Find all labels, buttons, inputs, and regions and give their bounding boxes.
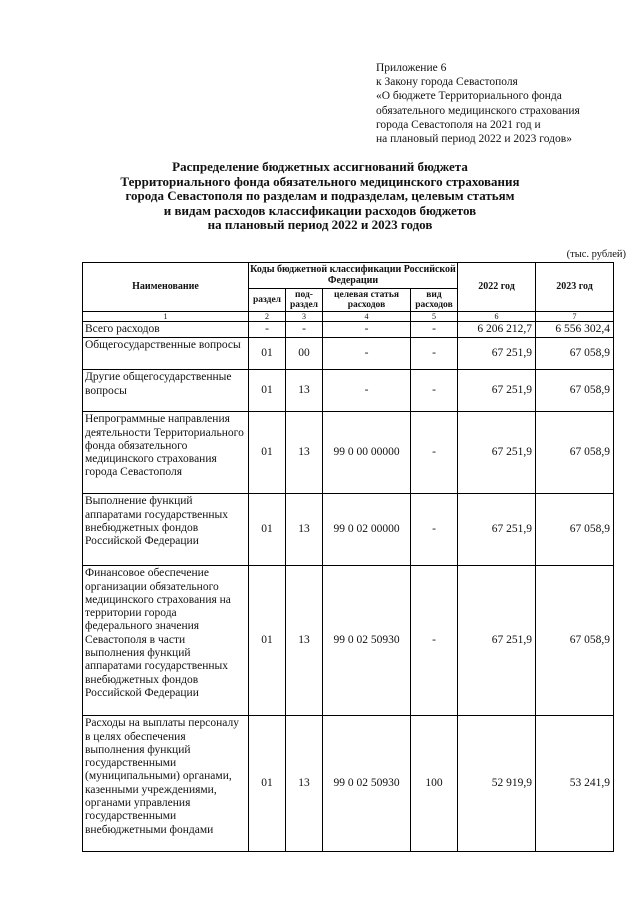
col-number: 6: [458, 312, 536, 322]
row-2022: 67 251,9: [458, 566, 536, 716]
appendix-note: [376, 61, 626, 146]
header-codes: Коды бюджетной классификации Российской Федерации: [249, 263, 458, 289]
row-2022: 6 206 212,7: [458, 322, 536, 338]
row-target: -: [323, 370, 411, 412]
row-target: 99 0 02 50930: [323, 566, 411, 716]
title-line: Территориального фонда обязательного медицинского страхования: [120, 173, 520, 189]
appendix-line: Приложение 6: [376, 62, 447, 74]
table-row: [83, 370, 614, 412]
header-target: целевая статья расходов: [323, 289, 411, 312]
row-target: -: [323, 322, 411, 338]
header-2022: 2022 год: [458, 263, 536, 312]
col-number: 1: [83, 312, 249, 322]
header-type: вид расходов: [411, 289, 458, 312]
row-2022: 67 251,9: [458, 370, 536, 412]
row-name: Финансовое обеспечение организации обязательного медицинского страхования на территории города федерального значения Севастополя в части выполнения функций аппаратами государственных внебюджетных фондов Российской Федерации: [83, 566, 249, 716]
header-2023: 2023 год: [536, 263, 614, 312]
table-row: [83, 338, 614, 370]
row-type: -: [411, 412, 458, 494]
col-number: 7: [536, 312, 614, 322]
budget-table: [82, 262, 614, 852]
table-row: [83, 494, 614, 566]
appendix-line: города Севастополя на 2021 год и: [376, 118, 541, 131]
row-subsection: 13: [286, 716, 323, 852]
row-target: 99 0 02 50930: [323, 716, 411, 852]
row-section: 01: [249, 412, 286, 494]
row-name: Непрограммные направления деятельности Территориального фонда обязательного медицинского страхования города Севастополя: [83, 412, 249, 494]
row-section: 01: [249, 716, 286, 852]
row-2023: 67 058,9: [536, 566, 614, 716]
table-row: [83, 716, 614, 852]
header-section: раздел: [249, 289, 286, 312]
appendix-line: на плановый период 2022 и 2023 годов»: [376, 133, 572, 146]
row-2023: 67 058,9: [536, 494, 614, 566]
row-section: 01: [249, 338, 286, 370]
row-name: Другие общегосударственные вопросы: [83, 370, 249, 412]
row-2023: 6 556 302,4: [536, 322, 614, 338]
col-number: 4: [323, 312, 411, 322]
units-note: (тыс. рублей): [566, 249, 626, 260]
row-section: 01: [249, 370, 286, 412]
title-line: и видам расходов классификации расходов бюджетов: [163, 202, 477, 218]
row-type: -: [411, 370, 458, 412]
header-name: Наименование: [83, 263, 249, 312]
row-name: Выполнение функций аппаратами государственных внебюджетных фондов Российской Федерации: [83, 494, 249, 566]
document-title: [100, 160, 540, 233]
row-section: 01: [249, 566, 286, 716]
row-2023: 67 058,9: [536, 370, 614, 412]
row-subsection: 13: [286, 412, 323, 494]
table-row: [83, 566, 614, 716]
row-type: -: [411, 494, 458, 566]
row-2022: 67 251,9: [458, 494, 536, 566]
row-subsection: -: [286, 322, 323, 338]
col-number: 2: [249, 312, 286, 322]
row-type: 100: [411, 716, 458, 852]
row-2023: 67 058,9: [536, 338, 614, 370]
appendix-line: к Закону города Севастополя: [376, 76, 518, 89]
appendix-line: обязательного медицинского страхования: [376, 104, 580, 117]
row-section: 01: [249, 494, 286, 566]
row-type: -: [411, 322, 458, 338]
row-2022: 52 919,9: [458, 716, 536, 852]
row-name: Расходы на выплаты персоналу в целях обеспечения выполнения функций государственными (муниципальными) органами, казенными учреждениями, органами управления государственными внебюджетными фондами: [83, 716, 249, 852]
appendix-line: «О бюджете Территориального фонда: [376, 90, 562, 103]
row-target: -: [323, 338, 411, 370]
row-type: -: [411, 338, 458, 370]
row-subsection: 13: [286, 370, 323, 412]
row-subsection: 00: [286, 338, 323, 370]
row-section: -: [249, 322, 286, 338]
row-2023: 53 241,9: [536, 716, 614, 852]
row-type: -: [411, 566, 458, 716]
table-row: [83, 412, 614, 494]
table-row: [83, 322, 614, 338]
row-2023: 67 058,9: [536, 412, 614, 494]
title-line: города Севастополя по разделам и подразделам, целевым статьям: [125, 188, 515, 204]
header-subsection: под-раздел: [286, 289, 323, 312]
title-line: Распределение бюджетных ассигнований бюджета: [172, 159, 468, 174]
row-2022: 67 251,9: [458, 338, 536, 370]
row-name: Всего расходов: [83, 322, 249, 338]
row-target: 99 0 02 00000: [323, 494, 411, 566]
row-name: Общегосударственные вопросы: [83, 338, 249, 370]
row-subsection: 13: [286, 566, 323, 716]
col-number: 5: [411, 312, 458, 322]
row-subsection: 13: [286, 494, 323, 566]
title-line: на плановый период 2022 и 2023 годов: [207, 217, 433, 233]
row-2022: 67 251,9: [458, 412, 536, 494]
row-target: 99 0 00 00000: [323, 412, 411, 494]
col-number: 3: [286, 312, 323, 322]
